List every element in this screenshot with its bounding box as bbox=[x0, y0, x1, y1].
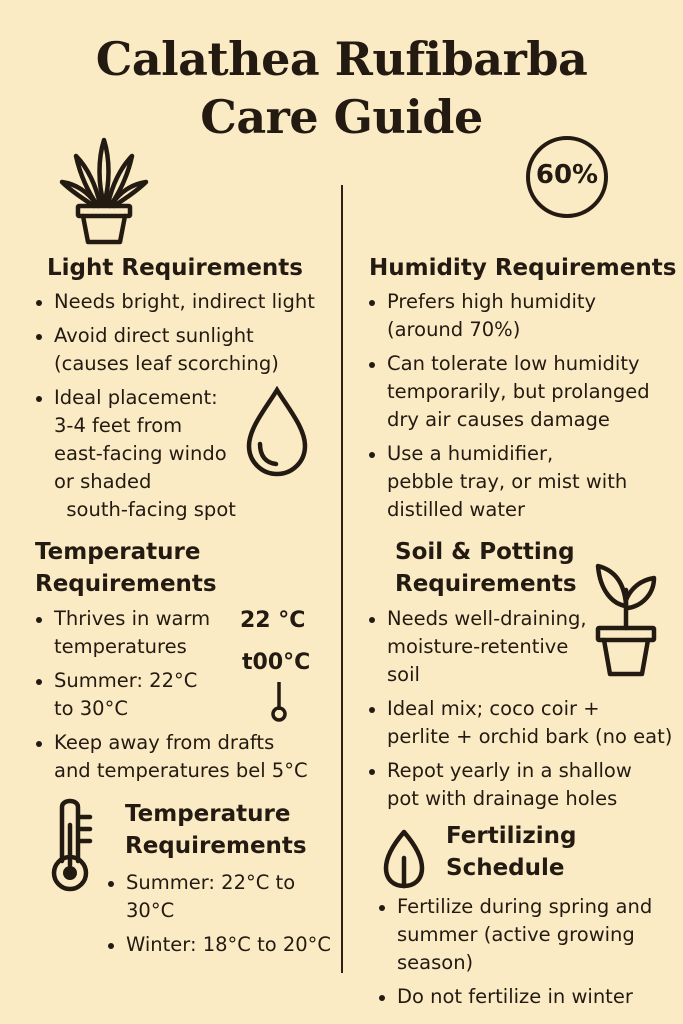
temperature-heading: Temperature Requirements bbox=[35, 539, 217, 597]
list-item: Prefers high humidity (around 70%) bbox=[365, 288, 675, 344]
list-item: Keep away from drafts and temperatures bel 5°C bbox=[32, 729, 332, 785]
thermometer-small-icon bbox=[268, 680, 290, 724]
list-item: Can tolerate low humidity temporarily, but prolanged dry air causes damage bbox=[365, 350, 675, 434]
list-item: Repot yearly in a shallow pot with drainage holes bbox=[365, 757, 675, 813]
title-line-1: Calathea Rufibarba bbox=[95, 32, 588, 86]
snake-plant-pot-icon bbox=[58, 134, 150, 246]
fertilizing-heading: Fertilizing Schedule bbox=[446, 823, 577, 881]
light-heading: Light Requirements bbox=[47, 255, 303, 281]
title-line-2: Care Guide bbox=[200, 90, 483, 144]
temperature-readout-2: t00°C bbox=[242, 650, 311, 675]
humidity-percent: 60% bbox=[535, 160, 599, 190]
list-item: Winter: 18°C to 20°C bbox=[104, 931, 342, 959]
water-drop-icon bbox=[244, 386, 310, 478]
humidity-list bbox=[365, 288, 675, 530]
temperature2-list bbox=[104, 869, 342, 965]
list-item: Ideal placement: 3-4 feet from east-facing windo or shaded south-facing spot bbox=[32, 384, 332, 524]
soil-list bbox=[365, 605, 675, 819]
page-title bbox=[0, 30, 683, 146]
column-divider bbox=[341, 185, 343, 973]
list-item: Do not fertilize in winter bbox=[375, 983, 675, 1011]
soil-heading: Soil & Potting Requirements bbox=[395, 539, 577, 597]
list-item: Needs well-draining, moisture-retentive soil bbox=[365, 605, 675, 689]
humidity-heading: Humidity Requirements bbox=[369, 255, 677, 281]
thermometer-large-icon bbox=[48, 795, 98, 895]
list-item: Avoid direct sunlight (causes leaf scorching) bbox=[32, 322, 332, 378]
temperature-readout-1: 22 °C bbox=[240, 608, 306, 633]
list-item: Ideal mix; coco coir + perlite + orchid bark (no eat) bbox=[365, 695, 675, 751]
temperature2-heading: Temperature Requirements bbox=[125, 801, 307, 859]
list-item: Fertilize during spring and summer (active growing season) bbox=[375, 893, 675, 977]
list-item: Use a humidifier, pebble tray, or mist with distilled water bbox=[365, 440, 675, 524]
list-item: Thrives in warm temperatures bbox=[32, 605, 332, 661]
fertilizing-list bbox=[375, 893, 675, 1017]
list-item: Needs bright, indirect light bbox=[32, 288, 332, 316]
humidity-circle-icon bbox=[514, 134, 620, 220]
list-item: Summer: 22°C to 30°C bbox=[32, 667, 332, 723]
leaf-icon bbox=[382, 828, 426, 892]
list-item: Summer: 22°C to 30°C bbox=[104, 869, 342, 925]
